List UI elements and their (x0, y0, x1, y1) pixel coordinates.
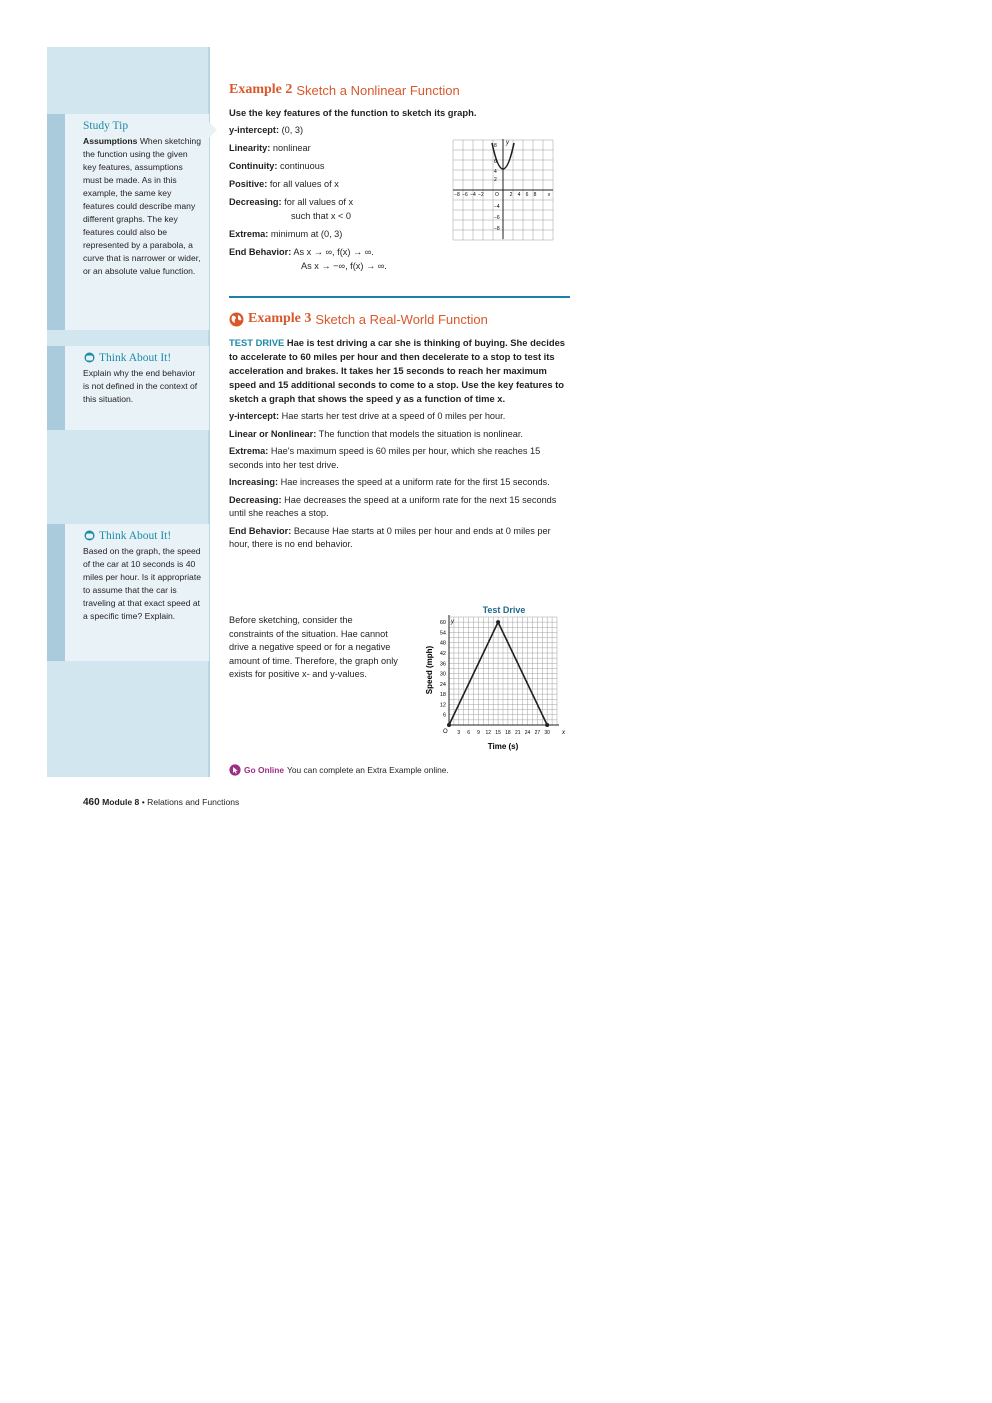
chart-y-tick: 42 (439, 651, 446, 657)
before-sketching-text: Before sketching, consider the constraints of the situation. Hae cannot drive a negative speed or for a negative amount of time. Therefore, the graph only exists for positive x- and y-values. (229, 615, 398, 679)
parabola-x-tick: 4 (517, 192, 521, 198)
example-2-lead: Use the key features of the function to sketch its graph. (229, 107, 477, 118)
feature-term: Extrema: (229, 446, 269, 456)
feature-row (229, 260, 570, 274)
test-drive-tag: TEST DRIVE (229, 337, 285, 348)
parabola-y-tick: −8 (494, 226, 500, 232)
think-about-it-title-2 (83, 530, 201, 542)
chart-point (447, 723, 451, 727)
study-tip-box (47, 114, 209, 330)
section-divider (229, 296, 570, 298)
parabola-y-tick: 4 (494, 169, 497, 175)
chart-point (545, 723, 549, 727)
chart-axes (443, 615, 566, 736)
feature-value: Hae starts her test drive at a speed of 0 miles per hour. (279, 411, 506, 421)
example-3-section (229, 311, 570, 556)
go-online-note[interactable] (229, 764, 449, 776)
feature-row (229, 525, 570, 552)
example-3-lead (229, 336, 570, 406)
chart-y-tick: 60 (439, 620, 446, 627)
parabola-graph (450, 135, 556, 243)
page-footer (83, 797, 239, 808)
page-number: 460 (83, 797, 100, 808)
chart-y-tick: 18 (439, 692, 446, 699)
lightbulb-head-icon (83, 530, 96, 542)
chart-y-tick: 6 (442, 712, 446, 719)
footer-module: Module 8 (102, 797, 140, 807)
feature-value: Because Hae starts at 0 miles per hour and ends at 0 miles per hour, there is no end behavior. (229, 525, 551, 549)
parabola-y-letter: y (506, 140, 509, 146)
think-about-it-box-1 (47, 346, 209, 430)
chart-x-tick: 3 (457, 730, 461, 736)
study-tip-body (83, 135, 201, 278)
chart-y-letter: y (451, 619, 454, 625)
example-3-lead-text: Hae is test driving a car she is thinking of buying. She decides to accelerate to 60 miles per hour and then decelerate to a stop to test its acceleration and brakes. It takes her 15 seconds to reach her maximum speed and 15 additional seconds to come to a stop. Use the key features to sketch a graph that shows the speed y as a function of time x. (229, 337, 566, 404)
example-3-title: Sketch a Real-World Function (315, 311, 488, 327)
go-online-label: Go Online (244, 765, 285, 775)
feature-value: Hae decreases the speed at a uniform rate for the next 15 seconds until she reaches a stop. (229, 494, 557, 518)
parabola-y-tick: 6 (494, 159, 497, 165)
parabola-x-tick: −4 (470, 192, 476, 198)
feature-value: The function that models the situation is nonlinear. (316, 428, 523, 439)
feature-term: Linear or Nonlinear: (229, 428, 317, 439)
example-2-label: Example 2 (229, 82, 293, 97)
feature-row (229, 410, 570, 424)
parabola-y-tick: −6 (494, 215, 500, 221)
chart-x-tick: 18 (505, 730, 511, 736)
feature-term: Increasing: (229, 477, 279, 487)
parabola-x-tick: 6 (525, 192, 529, 198)
feature-term: Continuity: (229, 161, 278, 171)
footer-separator: • (139, 797, 148, 807)
study-tip-title: Study Tip (83, 120, 129, 132)
chart-point (496, 620, 500, 624)
chart-x-tick: 30 (544, 730, 550, 736)
feature-value: continuous (277, 161, 325, 171)
feature-value: Hae increases the speed at a uniform rate for the first 15 seconds. (278, 477, 550, 487)
feature-term: End Behavior: (229, 247, 292, 257)
think-about-it-label-2: Think About It! (99, 530, 172, 542)
parabola-x-tick: O (495, 192, 499, 198)
chart-title: Test Drive (482, 605, 526, 615)
think-about-it-body-2: Based on the graph, the speed of the car at 10 seconds is 40 miles per hour. Is it appropriate to assume that the car is traveling at that exact speed at a specific time? Explain. (83, 546, 201, 621)
chart-x-tick: 27 (534, 730, 541, 736)
think-about-it-label-1: Think About It! (99, 352, 172, 364)
feature-term: Positive: (229, 179, 268, 189)
parabola-y-tick: 2 (494, 177, 497, 183)
parabola-y-tick: 8 (494, 143, 497, 149)
feature-value: such that x < 0 (291, 211, 352, 221)
parabola-x-tick: −8 (454, 192, 460, 198)
chart-x-tick: 24 (524, 730, 531, 736)
feature-term: Decreasing: (229, 494, 282, 505)
think-about-it-box-2 (47, 524, 209, 661)
parabola-x-tick: −6 (462, 192, 468, 198)
feature-value: for all values of x (281, 197, 354, 207)
chart-y-tick: 24 (439, 681, 446, 688)
example-3-heading (229, 311, 570, 327)
chart-y-tick: 54 (439, 630, 446, 637)
example-2-heading (229, 82, 570, 98)
feature-row (229, 476, 570, 490)
globe-icon (229, 312, 244, 327)
lightbulb-head-icon (83, 352, 96, 364)
study-tip-lead: Assumptions (83, 136, 138, 146)
feature-term: Extrema: (229, 229, 269, 239)
footer-topic: Relations and Functions (147, 797, 240, 807)
parabola-x-tick: −2 (478, 192, 484, 198)
feature-value: (0, 3) (279, 125, 304, 135)
chart-y-tick: 36 (439, 661, 446, 668)
think-about-it-body-1: Explain why the end behavior is not defined in the context of this situation. (83, 368, 198, 404)
chart-y-label: Speed (mph) (425, 645, 434, 695)
chart-x-letter: x (562, 730, 565, 736)
parabola-x-tick: x (547, 192, 551, 198)
chart-x-tick: 15 (495, 730, 501, 736)
test-drive-chart (415, 600, 575, 755)
feature-value: minimum at (0, 3) (268, 229, 343, 239)
parabola-x-tick: 8 (533, 192, 537, 198)
example-3-label: Example 3 (248, 311, 312, 326)
feature-value: As x → ∞, f(x) → ∞. (291, 247, 374, 257)
feature-row (229, 246, 570, 260)
feature-value: Hae's maximum speed is 60 miles per hour, which she reaches 15 seconds into her test drive. (229, 446, 541, 470)
chart-x-tick: 12 (485, 730, 492, 736)
feature-term: y-intercept: (229, 125, 280, 135)
chart-origin-label: O (443, 729, 448, 735)
chart-y-tick: 30 (439, 671, 446, 678)
chart-x-tick: 9 (477, 730, 480, 736)
example-3-features (229, 410, 570, 552)
parabola-x-ticks (454, 192, 551, 198)
feature-row (229, 445, 570, 472)
chart-x-tick: 6 (467, 730, 471, 736)
feature-value: nonlinear (270, 143, 311, 153)
think-about-it-title-1 (83, 352, 201, 364)
chart-x-tick: 21 (514, 730, 521, 736)
feature-term: Linearity: (229, 143, 271, 153)
feature-term: Decreasing: (229, 197, 282, 207)
cursor-icon (229, 764, 241, 776)
chart-y-tick: 48 (439, 640, 446, 647)
study-tip-text: When sketching the function using the given key features, assumptions must be made. As in this example, the same key features could describe many different graphs. The key features could also be represented by a parabola, a curve that is narrower or wider, or an absolute value function. (83, 136, 201, 276)
feature-term: End Behavior: (229, 525, 292, 536)
parabola-y-tick: −4 (494, 204, 500, 210)
go-online-text: You can complete an Extra Example online. (287, 765, 449, 775)
example-2-title: Sketch a Nonlinear Function (296, 82, 460, 98)
parabola-x-tick: 2 (509, 192, 513, 198)
feature-term: y-intercept: (229, 411, 280, 421)
chart-x-label: Time (s) (487, 742, 519, 751)
feature-row (229, 494, 570, 521)
chart-y-tick: 12 (439, 702, 446, 709)
feature-value: for all values of x (267, 179, 339, 189)
feature-value: As x → −∞, f(x) → ∞. (301, 261, 387, 271)
study-tip-pointer (209, 122, 217, 138)
feature-row (229, 428, 570, 442)
